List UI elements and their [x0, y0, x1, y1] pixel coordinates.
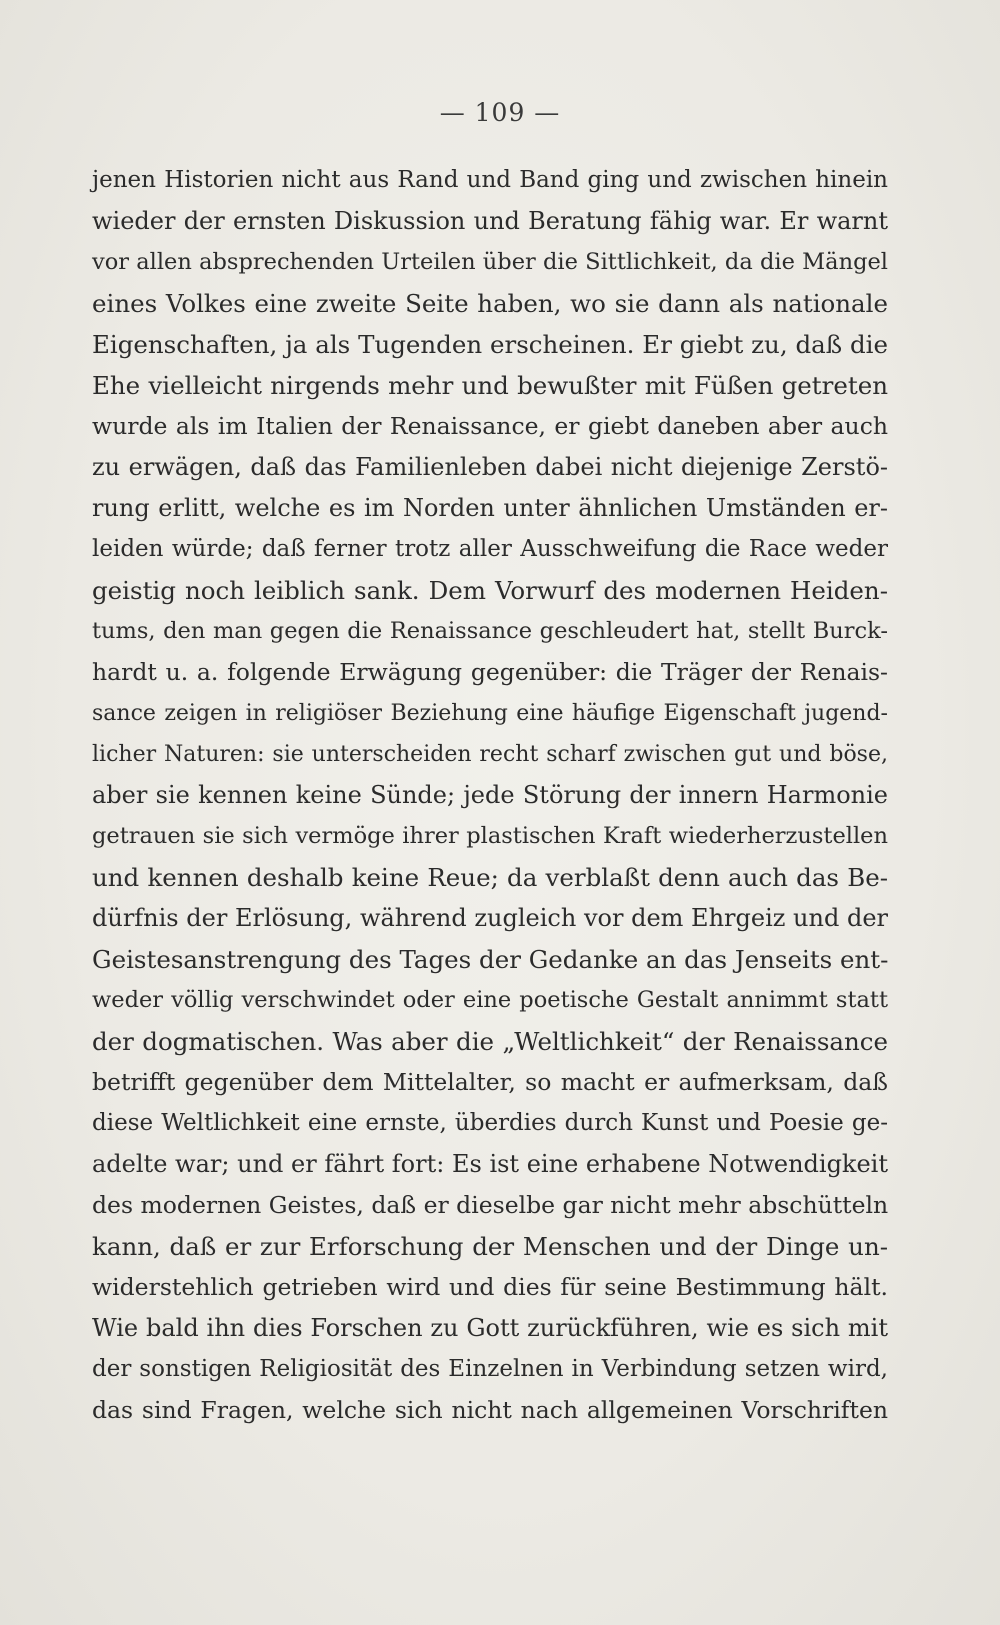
- text-line: getrauen sie sich vermöge ihrer plastischen Kraft wiederherzustellen: [92, 823, 888, 849]
- text-line: wurde als im Italien der Renaissance, er giebt daneben aber auch: [92, 412, 888, 440]
- text-line: dürfnis der Erlösung, während zugleich vor dem Ehrgeiz und der: [92, 904, 888, 932]
- text-line: hardt u. a. folgende Erwägung gegenüber: die Träger der Renais-: [92, 658, 888, 686]
- text-line: Geistesanstrengung des Tages der Gedanke an das Jenseits ent-: [92, 945, 889, 974]
- text-line: jenen Historien nicht aus Rand und Band ging und zwischen hinein: [92, 167, 888, 193]
- text-line: Wie bald ihn dies Forschen zu Gott zurückführen, wie es sich mit: [92, 1314, 888, 1342]
- body-text: [92, 160, 888, 1431]
- text-line: weder völlig verschwindet oder eine poetische Gestalt annimmt statt: [92, 987, 888, 1013]
- text-line: geistig noch leiblich sank. Dem Vorwurf des modernen Heiden-: [92, 576, 888, 605]
- text-line: kann, daß er zur Erforschung der Menschen und der Dinge un-: [92, 1232, 888, 1261]
- text-line: und kennen deshalb keine Reue; da verblaßt denn auch das Be-: [92, 863, 888, 892]
- text-line: vor allen absprechenden Urteilen über die Sittlichkeit, da die Mängel: [92, 249, 888, 275]
- text-line: widerstehlich getrieben wird und dies für seine Bestimmung hält.: [92, 1273, 888, 1301]
- page-number: — 109 —: [439, 98, 561, 127]
- text-line: zu erwägen, daß das Familienleben dabei nicht diejenige Zerstö-: [92, 453, 888, 481]
- text-line: diese Weltlichkeit eine ernste, überdies durch Kunst und Poesie ge-: [92, 1110, 888, 1136]
- text-line: betrifft gegenüber dem Mittelalter, so macht er aufmerksam, daß: [92, 1068, 888, 1096]
- text-line: das sind Fragen, welche sich nicht nach allgemeinen Vorschriften: [92, 1396, 888, 1424]
- text-line: Eigenschaften, ja als Tugenden erscheinen. Er giebt zu, daß die: [92, 330, 888, 359]
- text-line: rung erlitt, welche es im Norden unter ähnlichen Umständen er-: [92, 494, 888, 522]
- text-line: leiden würde; daß ferner trotz aller Ausschweifung die Race weder: [92, 536, 888, 562]
- text-line: adelte war; und er fährt fort: Es ist eine erhabene Notwendigkeit: [92, 1150, 888, 1178]
- text-line: der dogmatischen. Was aber die „Weltlichkeit“ der Renaissance: [92, 1027, 888, 1056]
- text-line: Ehe vielleicht nirgends mehr und bewußter mit Füßen getreten: [92, 371, 888, 400]
- text-line: wieder der ernsten Diskussion und Beratung fähig war. Er warnt: [92, 207, 888, 235]
- text-line: licher Naturen: sie unterscheiden recht scharf zwischen gut und böse,: [92, 742, 888, 767]
- text-line: des modernen Geistes, daß er dieselbe gar nicht mehr abschütteln: [92, 1191, 889, 1219]
- text-line: sance zeigen in religiöser Beziehung eine häufige Eigenschaft jugend-: [92, 701, 888, 726]
- text-line: eines Volkes eine zweite Seite haben, wo sie dann als nationale: [92, 289, 888, 318]
- text-line: der sonstigen Religiosität des Einzelnen in Verbindung setzen wird,: [92, 1356, 888, 1382]
- text-line: tums, den man gegen die Renaissance geschleudert hat, stellt Burck-: [92, 618, 888, 644]
- text-line: aber sie kennen keine Sünde; jede Störung der innern Harmonie: [92, 781, 888, 809]
